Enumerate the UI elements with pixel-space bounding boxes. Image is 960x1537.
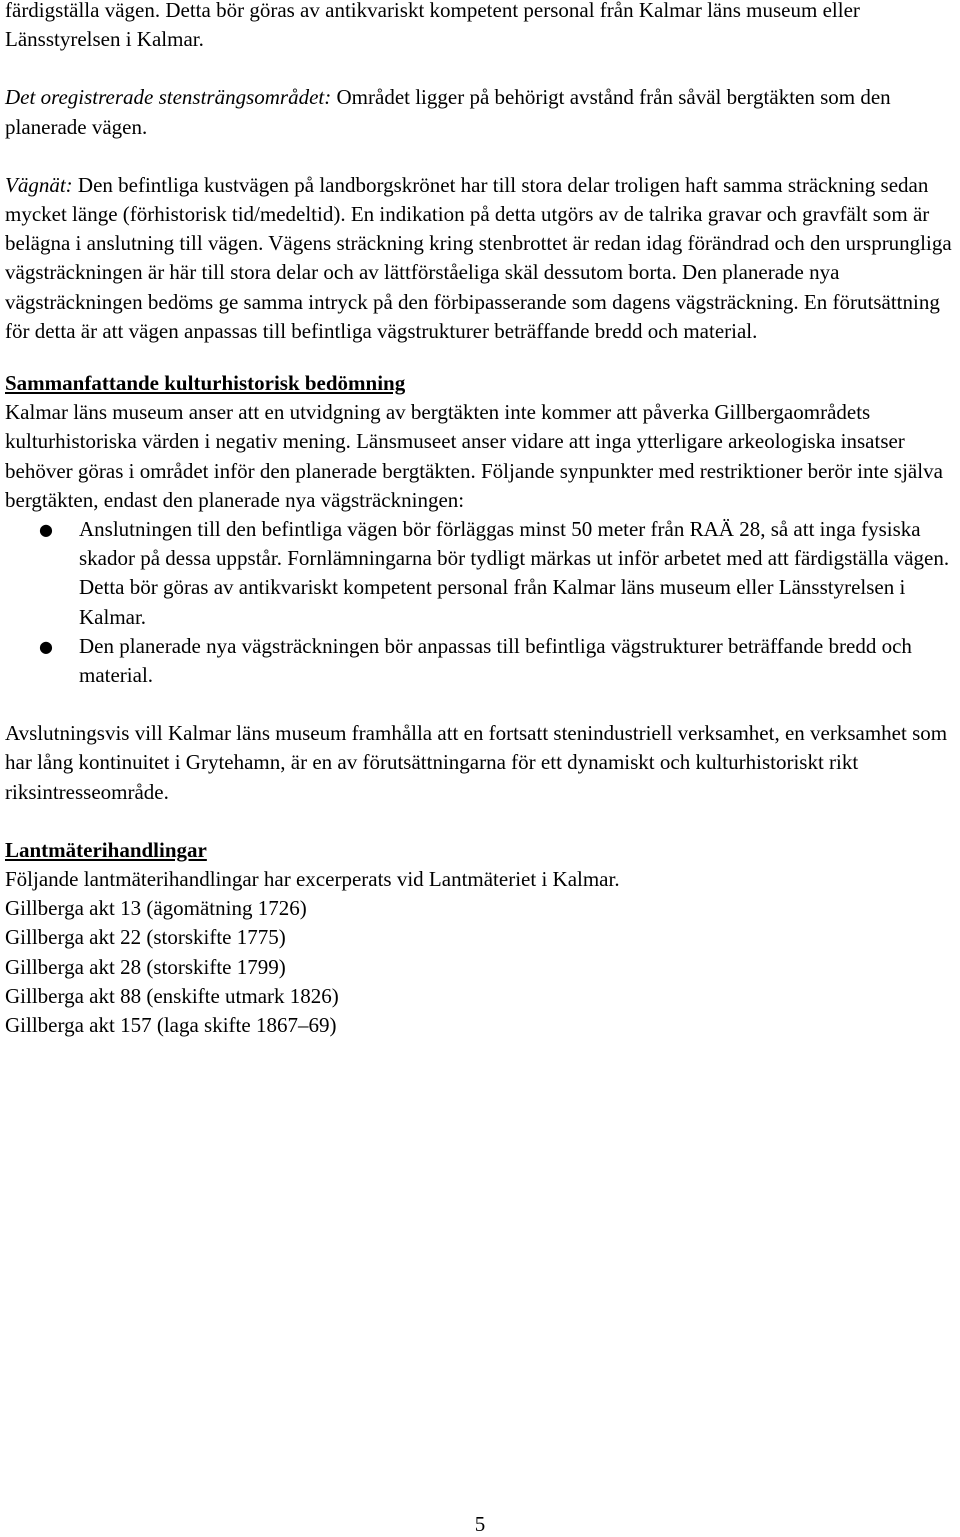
paragraph-stone-area [5,83,955,141]
document-page [5,0,955,1040]
bullet-list [5,515,955,690]
section-heading-assessment: Sammanfattande kulturhistorisk bedömning [5,371,406,396]
paragraph-continuation: färdigställa vägen. Detta bör göras av antikvariskt kompetent personal från Kalmar läns museum eller Länsstyrelsen i Kalmar. [5,0,860,52]
paragraph-text-road-network: Den befintliga kustvägen på landborgskrönet har till stora delar troligen haft samma sträckning sedan mycket länge (förhistorisk tid/medeltid). En indikation på detta utgörs av de talrika gravar och gravfält som är belägna i anslutning till vägen. Vägens sträckning kring stenbrottet är redan idag förändrad och den ursprungliga vägsträckningen är här till stora delar och av lättförståeliga skäl dessutom borta. Den planerade nya vägsträckningen bedöms ge samma intryck på den förbipasserande som dagens vägsträckning. En förutsättning för detta är att vägen anpassas till befintliga vägstrukturer beträffande bredd och material. [5,172,952,343]
record-line: Gillberga akt 157 (laga skifte 1867–69) [5,1013,337,1038]
paragraph-label-stone-area: Det oregistrerade stensträngsområdet: [5,85,332,110]
bullet-icon: ● [39,520,53,540]
page-number: 5 [474,1512,486,1536]
bullet-item [5,632,955,690]
paragraph-text-stone-area: Området ligger på behörigt avstånd från såväl bergtäkten som den planerade vägen. [5,85,891,139]
bullet-text: Anslutningen till den befintliga vägen bör förläggas minst 50 meter från RAÄ 28, så att inga fysiska skador på dessa uppstår. Fornlämningarna bör tydligt märkas ut inför arbetet med att färdigställa vägen. Detta bör göras av antikvariskt kompetent personal från Kalmar läns museum eller Länsstyrelsen i Kalmar. [79,517,950,629]
paragraph-label-road-network: Vägnät: [5,172,73,197]
record-line: Gillberga akt 13 (ägomätning 1726) [5,896,307,921]
record-line: Gillberga akt 88 (enskifte utmark 1826) [5,983,339,1008]
paragraph-assessment: Kalmar läns museum anser att en utvidgning av bergtäkten inte kommer att påverka Gillbergaområdets kulturhistoriska värden i negativ mening. Länsmuseet anser vidare att inga ytterligare arkeologiska insatser behöver göras i området inför den planerade bergtäkten. Följande synpunkter med restriktioner berör inte själva bergtäkten, endast den planerade nya vägsträckningen: [5,400,943,512]
section-heading-land-survey: Lantmäterihandlingar [5,837,207,862]
bullet-item [5,515,955,632]
bullet-text: Den planerade nya vägsträckningen bör anpassas till befintliga vägstrukturer beträffande bredd och material. [79,633,912,688]
paragraph-conclusion: Avslutningsvis vill Kalmar läns museum framhålla att en fortsatt stenindustriell verksamhet, en verksamhet som har lång kontinuitet i Grytehamn, är en av förutsättningarna för ett dynamiskt och kulturhistoriskt rikt riksintresseområde. [5,721,948,804]
record-line: Gillberga akt 22 (storskifte 1775) [5,925,286,950]
paragraph-land-survey-intro: Följande lantmäterihandlingar har excerperats vid Lantmäteriet i Kalmar. [5,867,620,892]
paragraph-road-network [5,171,955,346]
record-line: Gillberga akt 28 (storskifte 1799) [5,954,286,979]
bullet-icon: ● [39,636,53,656]
